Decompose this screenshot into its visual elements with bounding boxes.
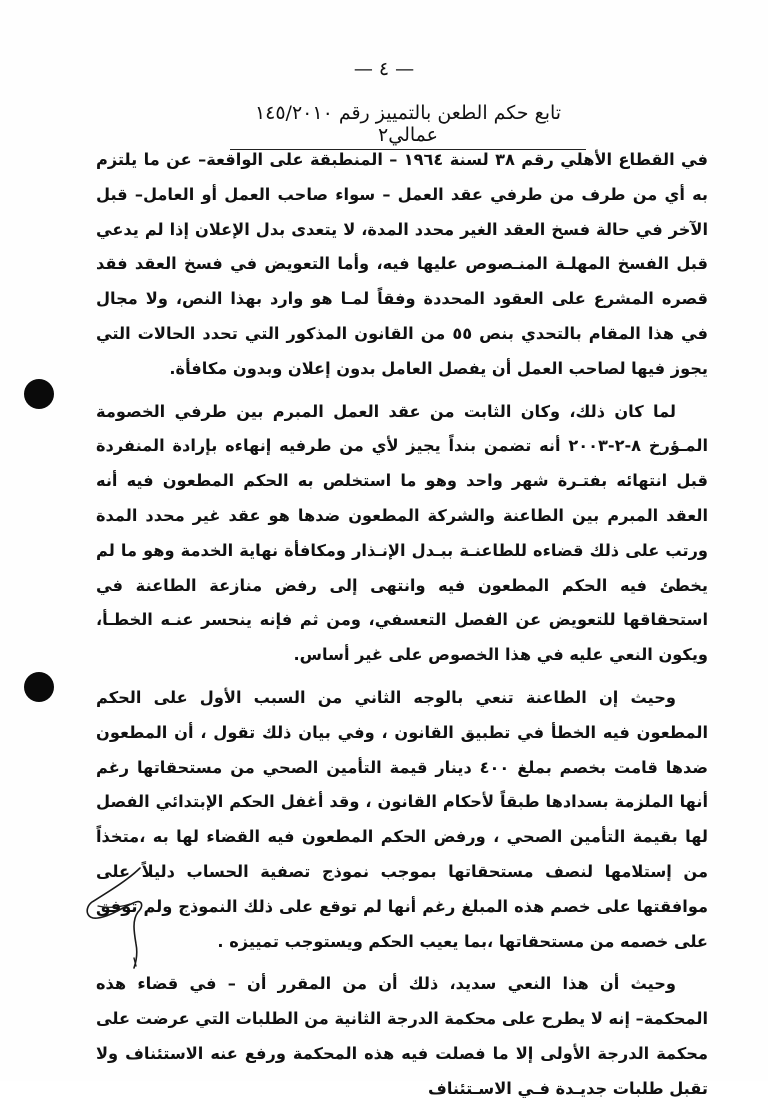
punch-hole-top <box>24 379 54 409</box>
handwritten-signature <box>78 862 178 972</box>
page-number: — ٤ — <box>353 58 415 80</box>
paragraph-4: وحيث أن هذا النعي سديد، ذلك أن من المقرر أن – في قضاء هذه المحكمة– إنه لا يطرح على محكمة الدرجة الثانية من الطلبات التي عرضت على محكمة الدرجة الأولى إلا ما فصلت فيه هذه المحكمة ورفع عنه الاستئناف ولا تقبل طلبات جديـدة فـي الاسـتئناف <box>96 974 708 1098</box>
paragraph-2: لما كان ذلك، وكان الثابت من عقد العمل المبرم بين طرفي الخصومة المـؤرخ ٨-٢-٢٠٠٣ أنه تضمن بنداً يجيز لأي من طرفيه إنهاءه بإرادة المنفردة قبل انتهائه بفتـرة شهر واحد وهو ما استخلص به الحكم المطعون فيه أنه العقد المبرم بين الطاعنة والشركة المطعون ضدها هو عقد غير محدد المدة ورتب على ذلك قضاءه للطاعنـة ببـدل الإنـذار ومكافأة نهاية الخدمة وهو ما لم يخطئ فيه الحكم المطعون فيه وانتهى إلى رفض منازعة الطاعنة في استحقاقها للتعويض عن الفصل التعسفي، ومن ثم فإنه ينحسر عنـه الخطـأ، ويكون النعي عليه في هذا الخصوص على غير أساس. <box>96 401 708 665</box>
punch-hole-bottom <box>24 672 54 702</box>
paragraph-1: في القطاع الأهلي رقم ٣٨ لسنة ١٩٦٤ – المنطبقة على الواقعة– عن ما يلتزم به أي من طرف من طرفي عقد العمل – سواء صاحب العمل أو العامل– قبل الآخر في حالة فسخ العقد الغير محدد المدة، لا يتعدى بدل الإعلان إذا لم يدعي قبل الفسخ المهلـة المنـصوص عليها فيه، وأما التعويض في فسخ العقد فقد قصره المشرع على العقود المحددة وفقاً لمـا هو وارد بهذا النص، ولا مجال في هذا المقام بالتحدي بنص ٥٥ من القانون المذكور التي تحدد الحالات التي يجوز فيها لصاحب العمل أن يفصل العامل بدون إعلان وبدون مكافأة. <box>96 150 708 378</box>
case-title: تابع حكم الطعن بالتمييز رقم ١٤٥/٢٠١٠ عمالي٢ <box>230 102 586 150</box>
document-body <box>96 143 708 1107</box>
paragraph-3: وحيث إن الطاعنة تنعي بالوجه الثاني من السبب الأول على الحكم المطعون فيه الخطأ في تطبيق القانون ، وفي بيان ذلك تقول ، أن المطعون ضدها قامت بخصم بملغ ٤٠٠ دينار قيمة التأمين الصحي من مستحقاتها رغم أنها الملزمة بسدادها طبقاً لأحكام القانون ، وقد أغفل الحكم الإبتدائي الفصل لها بقيمة التأمين الصحي ، ورفض الحكم المطعون فيه القضاء لها به ،متخذاً من إستلامها لنصف مستحقاتها بموجب نموذج تصفية الحساب دليلاً على موافقتها على خصم هذه المبلغ رغم أنها لم توقع على ذلك النموذج ولم توفق على خصمه من مستحقاتها ،بما يعيب الحكم ويستوجب تمييزه . <box>96 687 708 951</box>
